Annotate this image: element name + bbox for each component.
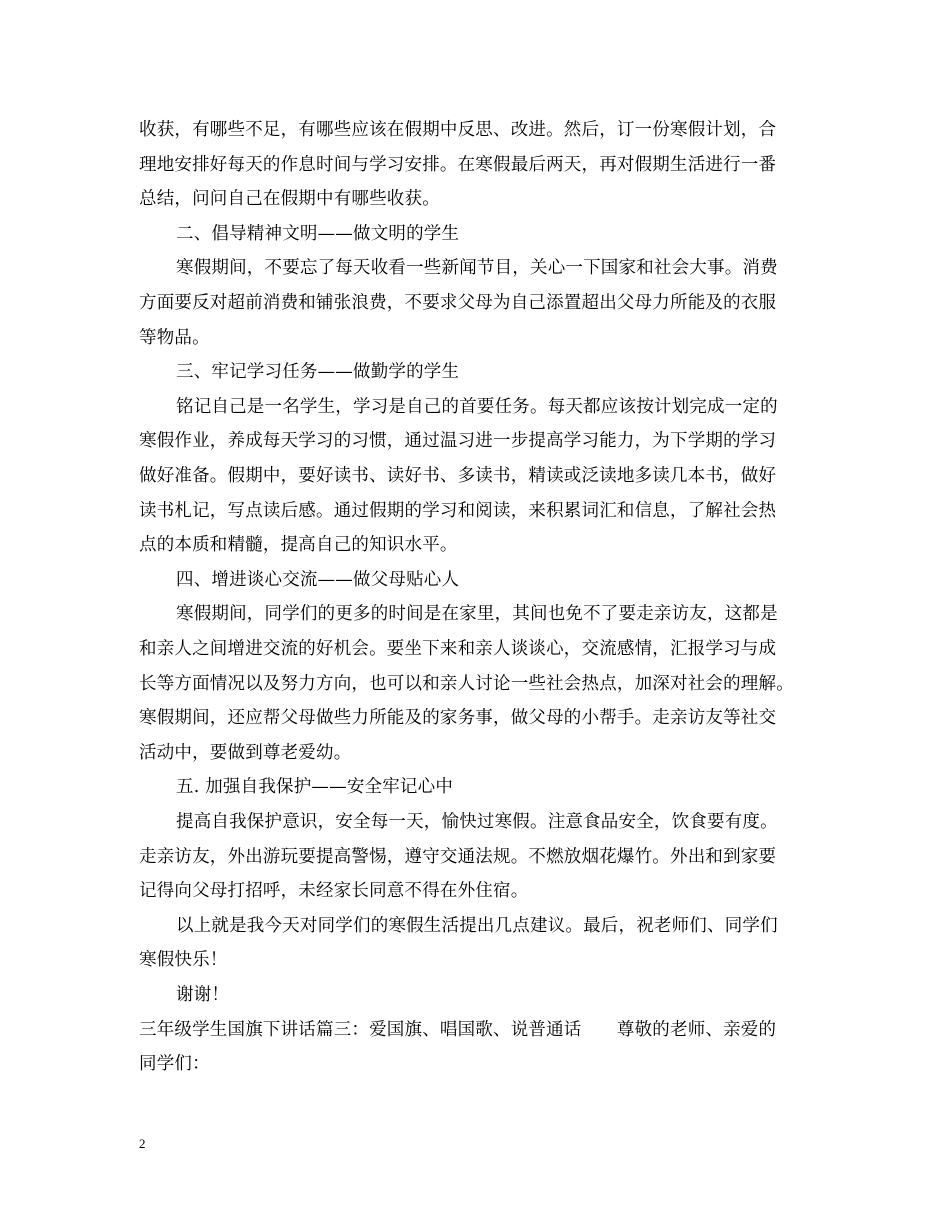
text-line: 等物品。 [139, 327, 210, 348]
text-line: 三年级学生国旗下讲话篇三：爱国旗、唱国歌、说普通话 尊敬的老师、亲爱的 [139, 1019, 777, 1040]
text-line: 四、增进谈心交流——做父母贴心人 [176, 569, 460, 590]
text-line: 做好准备。假期中，要好读书、读好书、多读书，精读或泛读地多读几本书，做好 [139, 466, 777, 486]
text-line: 和亲人之间增进交流的好机会。要坐下来和亲人谈谈心，交流感情，汇报学习与成 [139, 639, 777, 659]
text-line: 走亲访友，外出游玩要提高警惕，遵守交通法规。不燃放烟花爆竹。外出和到家要 [139, 846, 777, 867]
text-line: 三、牢记学习任务——做勤学的学生 [176, 362, 460, 383]
text-line: 二、倡导精神文明——做文明的学生 [176, 223, 460, 244]
text-line: 寒假期间，不要忘了每天收看一些新闻节目，关心一下国家和社会大事。消费 [176, 258, 778, 279]
text-line: 长等方面情况以及努力方向，也可以和亲人讨论一些社会热点，加深对社会的理解。 [139, 673, 794, 694]
text-line: 五. 加强自我保护——安全牢记心中 [176, 777, 454, 798]
text-line: 寒假快乐！ [139, 950, 228, 971]
text-line: 读书札记，写点读后感。通过假期的学习和阅读，来积累词汇和信息，了解社会热 [139, 500, 777, 521]
text-line: 活动中，要做到尊老爱幼。 [139, 742, 352, 763]
text-line: 以上就是我今天对同学们的寒假生活提出几点建议。最后，祝老师们、同学们 [176, 915, 778, 936]
text-line: 谢谢！ [176, 985, 230, 1005]
text-line: 提高自我保护意识，安全每一天，愉快过寒假。注意食品安全，饮食要有度。 [176, 812, 778, 832]
text-line: 点的本质和精髓，提高自己的知识水平。 [139, 535, 458, 556]
page-number: 2 [139, 1136, 146, 1151]
text-line: 寒假期间，还应帮父母做些力所能及的家务事，做父母的小帮手。走亲访友等社交 [139, 708, 777, 729]
text-line: 理地安排好每天的作息时间与学习安排。在寒假最后两天，再对假期生活进行一番 [139, 154, 777, 175]
text-line: 方面要反对超前消费和铺张浪费，不要求父母为自己添置超出父母力所能及的衣服 [139, 293, 777, 313]
text-line: 寒假期间，同学们的更多的时间是在家里，其间也免不了要走亲访友，这都是 [176, 604, 778, 625]
text-line: 总结，问问自己在假期中有哪些收获。 [139, 189, 440, 210]
text-line: 记得向父母打招呼，未经家长同意不得在外住宿。 [139, 881, 529, 902]
text-line: 收获，有哪些不足，有哪些应该在假期中反思、改进。然后，订一份寒假计划，合 [139, 120, 777, 140]
text-line: 铭记自己是一名学生，学习是自己的首要任务。每天都应该按计划完成一定的 [176, 396, 778, 417]
text-line: 寒假作业，养成每天学习的习惯，通过温习进一步提高学习能力，为下学期的学习 [139, 431, 777, 452]
text-line: 同学们： [139, 1054, 210, 1075]
